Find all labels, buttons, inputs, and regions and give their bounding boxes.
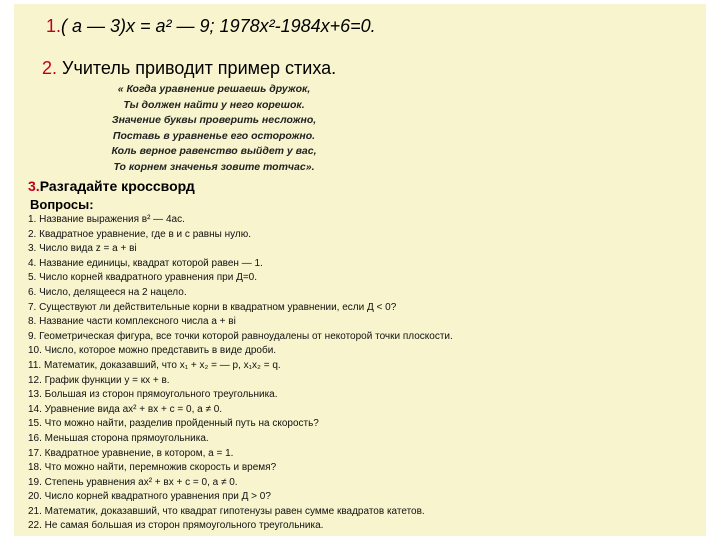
task-3-heading: [28, 178, 195, 194]
poem-line: То корнем значенья зовите тотчас».: [113, 160, 315, 173]
question-item: 19. Степень уравнения ах² + вх + с = 0, а ≠ 0.: [28, 476, 238, 488]
question-item: 9. Геометрическая фигура, все точки которой равноудалены от некоторой точки плоскости.: [28, 330, 453, 342]
task-3-number: 3.: [28, 178, 40, 194]
question-item: 12. График функции у = кх + в.: [28, 374, 170, 386]
question-item: 6. Число, делящееся на 2 нацело.: [28, 286, 187, 298]
question-item: 13. Большая из сторон прямоугольного треугольника.: [28, 389, 278, 401]
question-item: 3. Число вида z = а + вi: [28, 243, 137, 255]
task-2-number: 2.: [42, 58, 58, 78]
question-item: 20. Число корней квадратного уравнения при Д > 0?: [28, 491, 271, 503]
task-1-text: ( а — 3)х = а² — 9; 1978х²-1984х+6=0.: [61, 16, 376, 36]
poem-line: Поставь в уравненье его осторожно.: [112, 129, 316, 142]
questions-title: Вопросы:: [30, 197, 94, 212]
question-item: 1. Название выражения в² — 4ас.: [28, 214, 185, 225]
question-item: 17. Квадратное уравнение, в котором, а = 1.: [28, 447, 234, 459]
question-item: 11. Математик, доказавший, что х₁ + х₂ = — р, х₁х₂ = q.: [28, 359, 281, 371]
question-item: 8. Название части комплексного числа а + вi: [28, 316, 236, 328]
task-2-text: Учитель приводит пример стиха.: [57, 58, 337, 78]
question-item: 2. Квадратное уравнение, где в и с равны нулю.: [28, 228, 252, 240]
question-item: 4. Название единицы, квадрат которой равен — 1.: [28, 257, 263, 269]
question-item: 10. Число, которое можно представить в виде дроби.: [28, 345, 277, 357]
question-item: 18. Что можно найти, перемножив скорость и время?: [28, 462, 277, 474]
poem-line: Ты должен найти у него корешок.: [123, 98, 305, 111]
task-2-heading: [42, 58, 336, 79]
poem-line: « Когда уравнение решаешь дружок,: [117, 83, 311, 95]
task-1-number: 1.: [46, 16, 62, 36]
slide-background: [14, 4, 706, 536]
question-item: 21. Математик, доказавший, что квадрат гипотенузы равен сумме квадратов катетов.: [28, 505, 425, 517]
question-item: 22. Не самая большая из сторон прямоугольного треугольника.: [28, 520, 324, 532]
question-item: 5. Число корней квадратного уравнения при Д=0.: [28, 272, 258, 284]
question-item: 14. Уравнение вида ах² + вх + с = 0, а ≠ 0.: [28, 403, 223, 415]
poem-line: Значение буквы проверить несложно,: [111, 114, 317, 126]
task-1-equations: [46, 16, 376, 37]
question-item: 15. Что можно найти, разделив пройденный путь на скорость?: [28, 418, 319, 430]
question-item: 16. Меньшая сторона прямоугольника.: [28, 432, 209, 444]
task-3-text: Разгадайте кроссворд: [39, 178, 195, 194]
poem: [90, 82, 338, 175]
questions-list: [28, 213, 700, 534]
poem-line: Коль верное равенство выйдет у вас,: [111, 145, 317, 157]
question-item: 7. Существуют ли действительные корни в квадратном уравнении, если Д < 0?: [28, 301, 397, 313]
